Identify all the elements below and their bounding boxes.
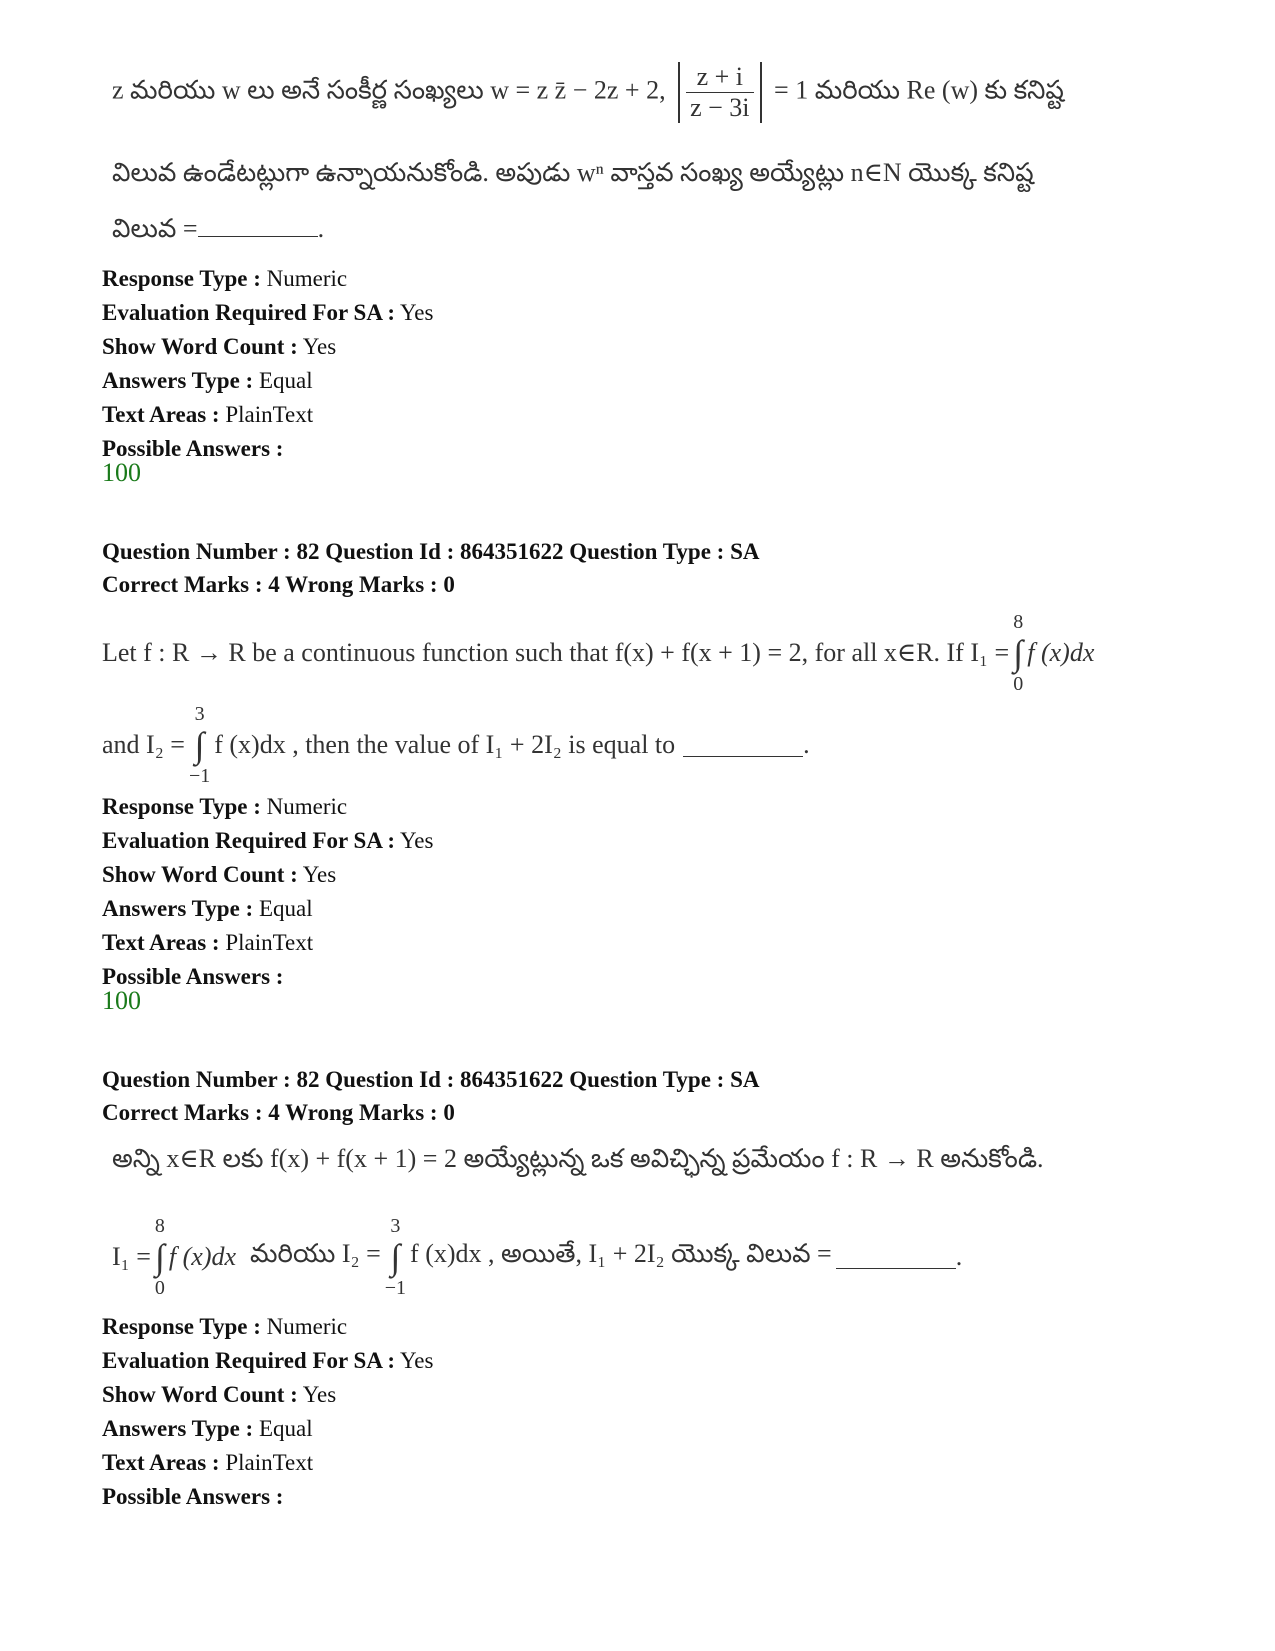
q2-integral-1 (1013, 609, 1023, 697)
q2-line2: and I₂ = 3 ∫ −1 f (x)dx , then the value of I₁ + 2I₂ is equal to . (102, 703, 810, 787)
q1-line1-post: = 1 మరియు Re (w) కు కనిష్ట (774, 75, 1064, 105)
q2-answer: 100 (102, 986, 141, 1015)
meta-row: Text Areas : PlainText (102, 1450, 314, 1475)
q1-frac-den: z − 3i (690, 93, 750, 122)
meta-row: Evaluation Required For SA : Yes (102, 300, 434, 325)
q3-header-line2: Correct Marks : 4 Wrong Marks : 0 (102, 1100, 455, 1125)
q1-telugu-line2: విలువ ఉండేటట్లుగా ఉన్నాయనుకోండి. అపుడు wⁿ వాస్తవ సంఖ్య అయ్యేట్లు n∈N యొక్క కనిష్ట (112, 158, 1034, 187)
q2-header-line1: Question Number : 82 Question Id : 864351622 Question Type : SA (102, 539, 760, 564)
q2-line1 (102, 608, 1094, 698)
integral-sign: ∫ (1013, 633, 1024, 673)
meta-row: Answers Type : Equal (102, 896, 313, 921)
q3-integral-2 (385, 1213, 406, 1301)
integral-upper-limit: 3 (390, 1215, 401, 1237)
meta-row: Possible Answers : (102, 436, 284, 461)
q3-meta (102, 1310, 433, 1514)
q2-line1-text: Let f : R → R be a continuous function such that f(x) + f(x + 1) = 2, for all x∈R. If I₁ = (102, 638, 1010, 667)
q3-line2: I₁ = 8 ∫ 0 f (x)dx మరియు I₂ = 3 ∫ −1 f (x)dx , అయితే, I₁ + 2I₂ యొక్క విలువ = . (112, 1215, 963, 1299)
q1-meta (102, 262, 433, 466)
q2-line2-body: f (x)dx , then the value of I₁ + 2I₂ is equal to (214, 730, 676, 759)
meta-row: Answers Type : Equal (102, 368, 313, 393)
q1-fraction (678, 62, 761, 123)
q3-integral-1 (155, 1213, 165, 1301)
meta-row: Answers Type : Equal (102, 1416, 313, 1441)
q3-line2-mid: మరియు I₂ = (250, 1239, 381, 1268)
integral-sign: ∫ (194, 725, 205, 765)
integral-lower-limit: 0 (1013, 673, 1024, 695)
meta-row: Text Areas : PlainText (102, 930, 314, 955)
meta-row: Possible Answers : (102, 964, 284, 989)
answer-blank (198, 214, 318, 237)
integral-lower-limit: −1 (188, 765, 211, 787)
meta-row: Possible Answers : (102, 1484, 284, 1509)
integral-sign: ∫ (390, 1237, 401, 1277)
q1-frac-num: z + i (686, 62, 753, 93)
meta-row: Response Type : Numeric (102, 266, 348, 291)
answer-blank (683, 734, 803, 757)
meta-row: Show Word Count : Yes (102, 862, 337, 887)
meta-row: Show Word Count : Yes (102, 1382, 337, 1407)
q1-telugu-line3: విలువ = . (112, 214, 325, 243)
meta-row: Response Type : Numeric (102, 794, 348, 819)
q1-line1-pre: z మరియు w లు అనే సంకీర్ణ సంఖ్యలు w = z z̄ − 2z + 2, (112, 75, 666, 105)
integral-lower-limit: 0 (154, 1277, 165, 1299)
integral-lower-limit: −1 (384, 1277, 407, 1299)
integral-upper-limit: 8 (154, 1215, 165, 1237)
q3-line2-body: f (x)dx , అయితే, I₁ + 2I₂ యొక్క విలువ = (410, 1239, 832, 1268)
q3-integral-1-body: f (x)dx (168, 1242, 237, 1271)
meta-row: Show Word Count : Yes (102, 334, 337, 359)
q2-line2-pre: and I₂ = (102, 730, 185, 759)
q3-header-line1: Question Number : 82 Question Id : 864351622 Question Type : SA (102, 1067, 760, 1092)
integral-upper-limit: 8 (1013, 611, 1024, 633)
q2-integral-1-body: f (x)dx (1027, 638, 1095, 667)
q3-line1: అన్ని x∈R లకు f(x) + f(x + 1) = 2 అయ్యేట్లున్న ఒక అవిచ్ఛిన్న ప్రమేయం f : R → R అనుకోండి. (112, 1144, 1044, 1173)
meta-row: Response Type : Numeric (102, 1314, 348, 1339)
q1-line3-text: విలువ = (112, 214, 198, 243)
q2-integral-2 (189, 701, 210, 789)
integral-sign: ∫ (154, 1237, 165, 1277)
q2-header-line2: Correct Marks : 4 Wrong Marks : 0 (102, 572, 455, 597)
meta-row: Evaluation Required For SA : Yes (102, 828, 434, 853)
q2-meta (102, 790, 433, 994)
q3-line2-pre: I₁ = (112, 1242, 151, 1271)
q1-answer: 100 (102, 458, 141, 487)
answer-blank (836, 1246, 956, 1269)
q1-telugu-line1 (112, 62, 1064, 123)
integral-upper-limit: 3 (194, 703, 205, 725)
meta-row: Evaluation Required For SA : Yes (102, 1348, 434, 1373)
meta-row: Text Areas : PlainText (102, 402, 314, 427)
